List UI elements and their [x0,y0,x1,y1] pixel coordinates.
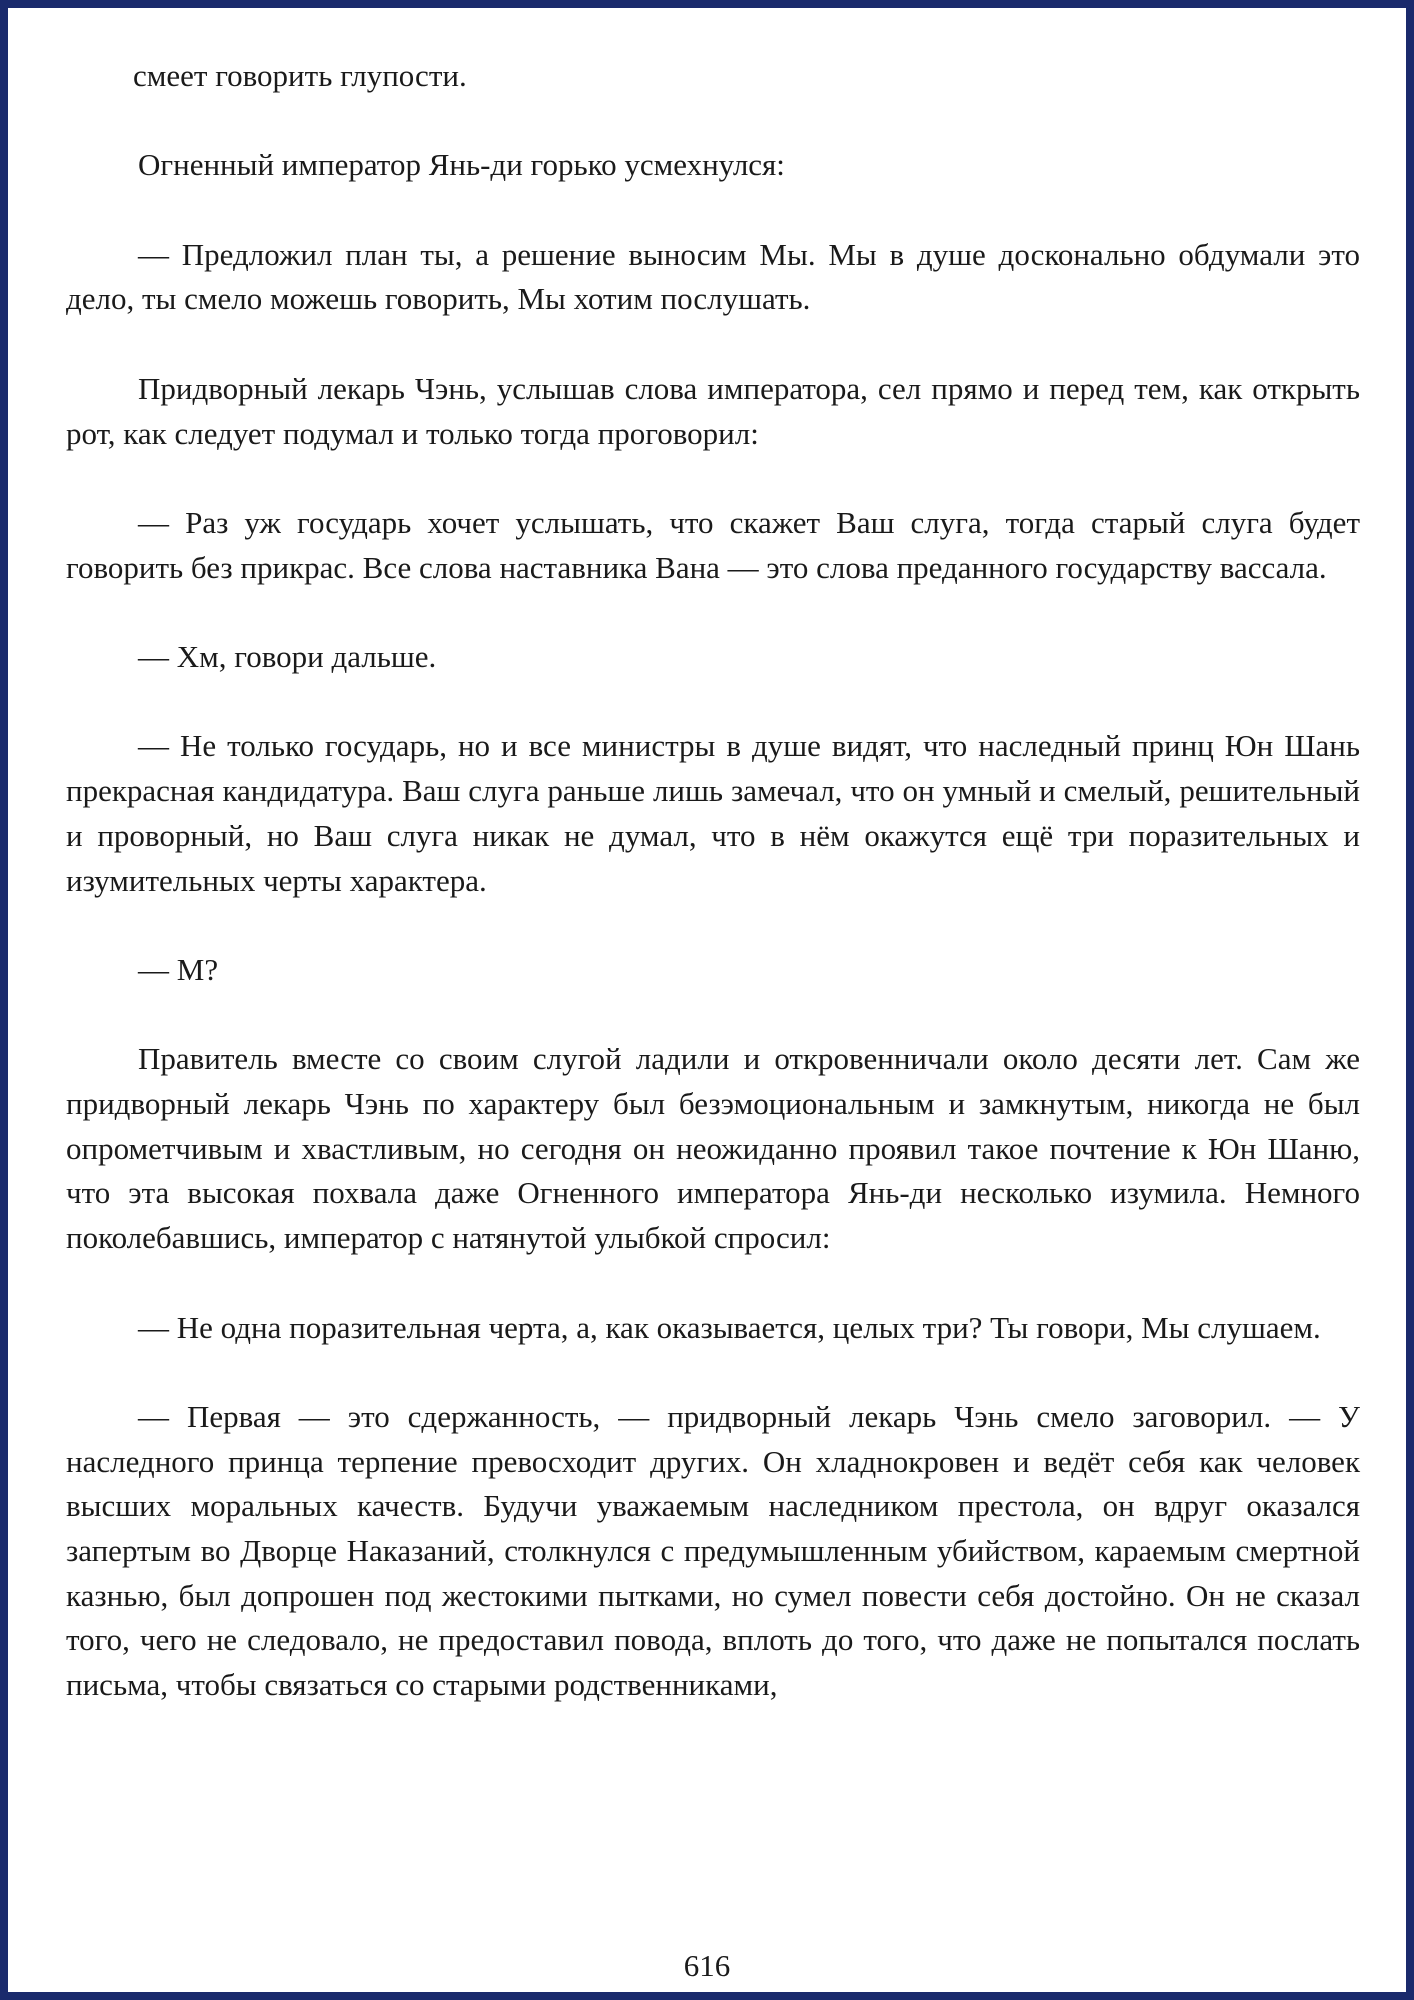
paragraph: — М? [138,951,219,987]
paragraph: — Раз уж государь хочет услышать, что скажет Ваш слуга, тогда старый слуга будет говорить без прикрас. Все слова наставника Вана — это слова преданного государству вассала. [66,504,1360,585]
paragraph: — Первая — это сдержанность, — придворный лекарь Чэнь смело заговорил. — У наследного принца терпение превосходит других. Он хладнокровен и ведёт себя как человек высших моральных качеств. Будучи уважаемым наследником престола, он вдруг оказался запертым во Дворце Наказаний, столкнулся с предумышленным убийством, караемым смертной казнью, был допрошен под жестокими пытками, но сумел повести себя достойно. Он не сказал того, чего не следовало, не предоставил повода, вплоть до того, что даже не попытался послать письма, чтобы связаться со старыми родственниками, [66,1398,1360,1703]
page-number: 616 [683,1948,731,1983]
paragraph: Правитель вместе со своим слугой ладили и откровенничали около десяти лет. Сам же придворный лекарь Чэнь по характеру был безэмоциональным и замкнутым, никогда не был опрометчивым и хвастливым, но сегодня он неожиданно проявил такое почтение к Юн Шаню, что эта высокая похвала даже Огненного императора Янь-ди несколько изумила. Немного поколебавшись, император с натянутой улыбкой спросил: [66,1041,1360,1256]
paragraph: — Не одна поразительная черта, а, как оказывается, целых три? Ты говори, Мы слушаем. [138,1309,1321,1345]
paragraph: — Не только государь, но и все министры в душе видят, что наследный принц Юн Шань прекрасная кандидатура. Ваш слуга раньше лишь замечал, что он умный и смелый, решительный и проворный, но Ваш слуга никак не думал, что в нём окажутся ещё три поразительных и изумительных черты характера. [66,728,1360,898]
paragraph: — Хм, говори дальше. [138,639,437,675]
paragraph: — Предложил план ты, а решение выносим Мы. Мы в душе досконально обдумали это дело, ты смело можешь говорить, Мы хотим послушать. [66,236,1360,317]
paragraph: смеет говорить глупости. [133,58,467,93]
paragraph: Придворный лекарь Чэнь, услышав слова императора, сел прямо и перед тем, как открыть рот, как следует подумал и только тогда проговорил: [66,370,1360,451]
page-body [66,54,1360,1708]
paragraph: Огненный император Янь-ди горько усмехнулся: [138,147,785,183]
